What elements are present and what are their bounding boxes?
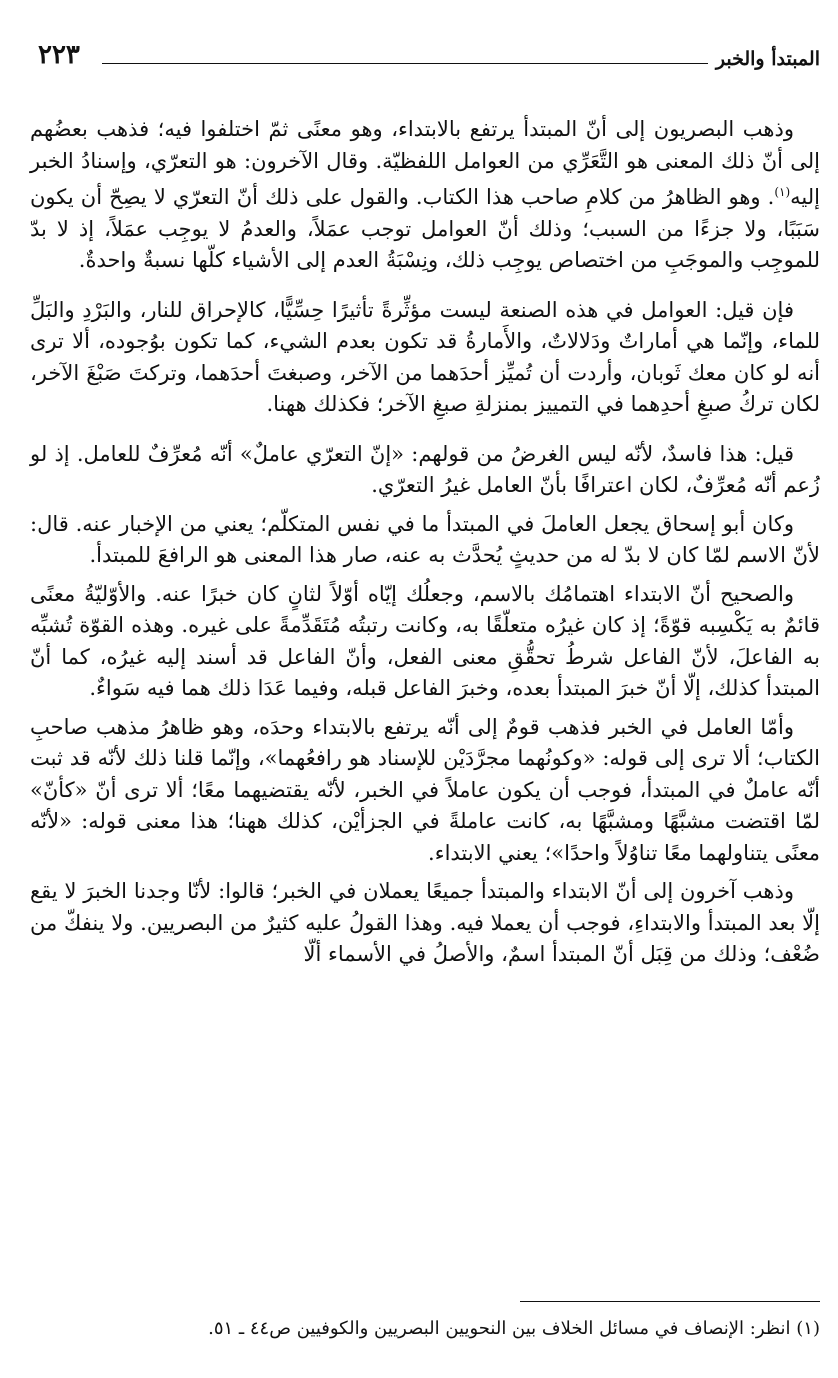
running-header [30,36,820,70]
paragraph-2: فإن قيل: العوامل في هذه الصنعة ليست مؤثِّرةً تأثيرًا حِسِّيًّا، كالإحراق للنار، والبَرْدِ والبَلِّ للماء، وإنّما هي أماراتٌ ودَلالاتٌ، والأَمارةُ قد تكون بعدم الشيء، كما تكون بوُجوده، ألا ترى أنه لو كان معك ثَوبان، وأردت أن تُميِّز أحدَهما من الآخر، وصبغتَ أحدَهما، وتركتَ صَبْغَ الآخر، لكان تركُ صبغِ أحدِهما في التمييز بمنزلةِ صبغِ الآخر؛ فكذلك ههنا. [30,297,820,416]
page-number: ٢٢٣ [38,40,80,70]
chapter-title: المبتدأ والخبر [715,48,820,70]
paragraph-6: وأمّا العامل في الخبر فذهب قومٌ إلى أنّه يرتفع بالابتداء وحدَه، وهو ظاهرُ مذهب صاحبِ الكتاب؛ ألا ترى إلى قوله: «وكونُهما مجرَّدَيْن للإسناد هو رافعُهما»، وإنّما قلنا ذلك لأنّه قد ثبت أنّه عاملٌ في المبتدأ، فوجب أن يكون عاملاً في الخبر، لأنّه يقتضيهما معًا؛ ألا ترى أنّ «كأنّ» لمّا اقتضت مشبَّهًا ومشبَّهًا به، كانت عاملةً في الجزأيْن، كذلك ههنا؛ هذا معنى قوله: «لأنّه معنًى يتناولهما معًا تناوُلاً واحدًا»؛ يعني الابتداء. [30,714,820,865]
paragraph-3: قيل: هذا فاسدٌ، لأنّه ليس الغرضُ من قولهم: «إنّ التعرّي عاملٌ» أنّه مُعرِّفٌ للعامل. إذ لو زُعم أنّه مُعرِّفٌ، لكان اعترافًا بأنّ العامل غيرُ التعرّي. [30,441,820,497]
main-text [30,114,820,971]
paragraph-text: . وهو الظاهرُ من كلامِ صاحب هذا الكتاب. والقول على ذلك أنّ التعرّي لا يصِحّ أن يكون سَبَبًا، ولا جزءًا من السبب؛ وذلك أنّ العوامل توجب عمَلاً، والعدمُ لا يوجِب عمَلاً، إذ لا بدّ للموجِب والموجَبِ من اختصاص يوجِب ذلك، ونِسْبَةُ العدم إلى الأشياء كلّها نسبةٌ واحدةٌ. [30,185,820,272]
paragraph-4: وكان أبو إسحاق يجعل العاملَ في المبتدأ ما في نفس المتكلّم؛ يعني من الإخبار عنه. قال: لأنّ الاسم لمّا كان لا بدّ له من حديثٍ يُحدَّث به عنه، صار هذا المعنى هو الرافعَ للمبتدأ. [30,511,820,567]
header-rule [102,63,708,64]
footnote-reference: (١) [774,185,791,199]
paragraph-7: وذهب آخرون إلى أنّ الابتداء والمبتدأ جميعًا يعملان في الخبر؛ قالوا: لأنّا وجدنا الخبرَ لا يقع إلّا بعد المبتدأ والابتداءِ، فوجب أن يعملا فيه. وهذا القولُ عليه كثيرٌ من البصريين. ولا ينفكّ من ضُعْف؛ وذلك من قِبَل أنّ المبتدأ اسمٌ، والأصلُ في الأسماء ألّا [30,879,820,966]
footnotes [30,1301,820,1339]
footnote-rule [520,1301,820,1302]
paragraph-1 [30,114,820,277]
footnote-1: (١) انظر: الإنصاف في مسائل الخلاف بين النحويين البصريين والكوفيين ص٤٤ ـ ٥١. [208,1318,820,1339]
paragraph-5: والصحيح أنّ الابتداء اهتمامُك بالاسم، وجعلُك إيّاه أوّلاً لثانٍ كان خبرًا عنه. والأوّليّةُ معنًى قائمٌ به يَكْسِبه قوّةً؛ إذ كان غيرُه متعلّقًا به، وكانت رتبتُه مُتَقَدِّمةً على غيره. وهذه القوّة تُشبِّه به الفاعلَ، لأنّ الفاعل شرطُ تحقُّقِ معنى الفعل، وأنّ الفاعل قد أسند إليه غيرُه، كما أنّ المبتدأ كذلك، إلّا أنّ خبرَ المبتدأ بعده، وخبرَ الفاعل قبله، وفيما عَدَا ذلك هما فيه سَواءٌ. [30,581,820,700]
paragraph-text: وذهب البصريون إلى أنّ المبتدأ يرتفع بالابتداء، وهو معنًى ثمّ اختلفوا فيه؛ فذهب بعضُهم إلى أنّ ذلك المعنى هو التَّعَرِّي من العوامل اللفظيّة. وقال الآخرون: هو التعرّي، وإسنادُ الخبر إليه [30,117,820,209]
